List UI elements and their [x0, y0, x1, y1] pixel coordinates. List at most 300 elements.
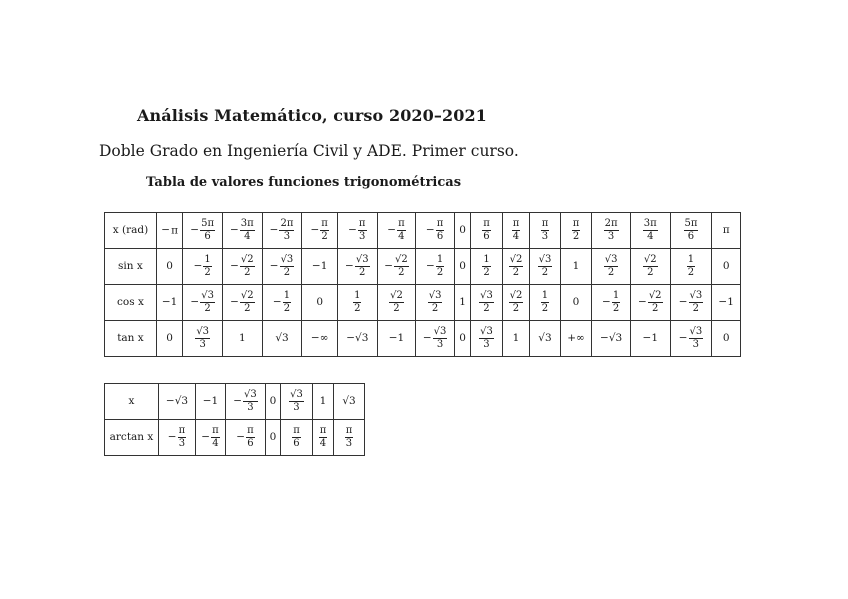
fraction — [479, 291, 494, 314]
minus-sign: − — [201, 431, 211, 444]
numerator: 3π — [643, 218, 657, 229]
numerator: 5π — [684, 218, 698, 229]
table-cell — [302, 285, 338, 321]
table-cell — [530, 213, 561, 249]
table-cell — [712, 285, 741, 321]
fraction — [684, 219, 699, 242]
numerator: 2π — [604, 218, 618, 229]
minus-sign: − — [230, 260, 239, 273]
cell-value: −∞ — [310, 332, 329, 345]
denominator: 2 — [512, 303, 520, 314]
table-cell — [560, 285, 592, 321]
minus-sign: − — [602, 296, 611, 309]
denominator: 4 — [212, 438, 219, 449]
numerator: π — [293, 425, 300, 436]
table-cell — [454, 321, 470, 357]
minus-sign: − — [272, 296, 282, 309]
table-cell — [630, 249, 670, 285]
numerator: 1 — [687, 254, 695, 265]
cell-value: √3 — [342, 395, 356, 408]
cell-value: −1 — [311, 260, 328, 273]
minus-sign: − — [678, 332, 688, 345]
table-cell — [266, 420, 281, 456]
numerator: √2 — [395, 254, 408, 265]
table-cell — [281, 384, 313, 420]
denominator: 6 — [436, 231, 444, 242]
numerator: √3 — [538, 254, 552, 265]
numerator: √3 — [689, 326, 703, 337]
denominator: 2 — [483, 267, 490, 278]
fraction — [358, 219, 367, 242]
table-cell — [630, 213, 670, 249]
fraction — [482, 219, 491, 242]
fraction — [541, 219, 550, 242]
numerator: 3π — [240, 218, 254, 229]
table-row — [105, 420, 365, 456]
numerator: 1 — [204, 254, 211, 265]
denominator: 6 — [293, 438, 300, 449]
denominator: 4 — [398, 231, 405, 242]
numerator: √2 — [240, 254, 254, 265]
table-cell — [502, 213, 529, 249]
fraction — [394, 255, 409, 278]
table-cell — [196, 384, 226, 420]
numerator: √3 — [244, 389, 257, 400]
table-cell — [262, 249, 302, 285]
minus-sign: − — [638, 296, 647, 309]
numerator: √3 — [290, 389, 303, 400]
minus-sign: − — [678, 296, 688, 309]
fraction — [345, 426, 354, 449]
table-cell — [670, 249, 712, 285]
numerator: √2 — [509, 290, 523, 301]
fraction — [283, 291, 291, 314]
cell-value: 0 — [459, 332, 466, 345]
minus-sign: − — [161, 224, 171, 237]
cell-value: 1 — [572, 260, 580, 273]
fraction — [240, 291, 255, 314]
fraction — [200, 219, 215, 242]
fraction — [436, 255, 444, 278]
minus-sign: − — [422, 332, 432, 345]
table-cell — [454, 213, 470, 249]
cell-value: 1 — [512, 332, 520, 345]
minus-sign: − — [348, 224, 357, 237]
table-cell — [313, 420, 334, 456]
fraction — [643, 219, 658, 242]
numerator: 1 — [612, 290, 620, 301]
minus-sign: − — [236, 431, 246, 444]
cell-value: −1 — [388, 332, 405, 345]
fraction — [538, 255, 553, 278]
fraction — [320, 219, 329, 242]
denominator: 2 — [436, 267, 444, 278]
fraction — [689, 291, 704, 314]
numerator: π — [512, 218, 520, 229]
numerator: 2π — [280, 218, 294, 229]
fraction — [541, 291, 549, 314]
numerator: 1 — [436, 254, 444, 265]
table-cell — [530, 249, 561, 285]
table-cell — [712, 321, 741, 357]
table-cell — [377, 249, 416, 285]
denominator: 2 — [687, 267, 695, 278]
table-cell — [183, 249, 223, 285]
fraction — [604, 219, 619, 242]
table-cell — [223, 249, 263, 285]
fraction — [389, 291, 404, 314]
denominator: 2 — [541, 267, 549, 278]
denominator: 2 — [572, 231, 580, 242]
fraction — [687, 255, 695, 278]
table-cell — [670, 213, 712, 249]
table-cell — [223, 321, 263, 357]
table-cell — [302, 321, 338, 357]
table-cell — [560, 213, 592, 249]
table-cell — [592, 285, 631, 321]
table-cell — [196, 420, 226, 456]
minus-sign: − — [345, 260, 354, 273]
fraction — [509, 291, 524, 314]
row-label: arctan x — [105, 420, 159, 456]
minus-sign: − — [269, 260, 279, 273]
numerator: 1 — [483, 254, 490, 265]
denominator: 3 — [483, 339, 490, 350]
table-cell — [416, 285, 455, 321]
table-cell — [223, 213, 263, 249]
row-label: cos x — [105, 285, 157, 321]
table-cell — [377, 321, 416, 357]
table-cell — [183, 321, 223, 357]
denominator: 2 — [483, 303, 490, 314]
table-cell — [159, 420, 196, 456]
denominator: 3 — [436, 339, 444, 350]
trig-values-table — [104, 212, 741, 357]
table-cell — [337, 321, 377, 357]
table-cell — [262, 321, 302, 357]
denominator: 3 — [178, 438, 186, 449]
table-cell — [337, 249, 377, 285]
table-cell — [337, 213, 377, 249]
fraction — [436, 219, 445, 242]
table-row — [105, 285, 741, 321]
numerator: √2 — [390, 290, 403, 301]
table-cell — [156, 285, 182, 321]
numerator: π — [541, 218, 549, 229]
table-cell — [334, 384, 365, 420]
table-cell — [313, 384, 334, 420]
numerator: √3 — [428, 290, 442, 301]
cell-value: 0 — [722, 260, 730, 273]
table-cell — [183, 285, 223, 321]
table-cell — [377, 213, 416, 249]
table-cell — [471, 321, 503, 357]
cell-value: 0 — [572, 296, 580, 309]
fraction — [689, 327, 704, 350]
numerator: √3 — [433, 326, 447, 337]
cell-value: π — [722, 224, 730, 237]
fraction — [211, 426, 220, 449]
table-cell — [502, 285, 529, 321]
denominator: 2 — [398, 267, 405, 278]
minus-sign: − — [167, 431, 177, 444]
table-cell — [416, 213, 455, 249]
table-cell — [377, 285, 416, 321]
fraction — [648, 291, 663, 314]
numerator: π — [358, 218, 366, 229]
table-cell — [226, 420, 266, 456]
denominator: 2 — [244, 267, 251, 278]
document-title: Análisis Matemático, curso 2020–2021 — [137, 106, 487, 125]
table-cell — [262, 285, 302, 321]
fraction — [479, 327, 494, 350]
denominator: 2 — [541, 303, 549, 314]
numerator: √3 — [201, 290, 214, 301]
table-cell — [454, 285, 470, 321]
table-cell — [630, 285, 670, 321]
fraction — [397, 219, 406, 242]
table-cell — [471, 285, 503, 321]
fraction — [572, 219, 581, 242]
fraction — [612, 291, 620, 314]
cell-value: −1 — [642, 332, 659, 345]
fraction — [509, 255, 524, 278]
table-cell — [560, 249, 592, 285]
cell-value: −√3 — [346, 332, 369, 345]
table-cell — [560, 321, 592, 357]
numerator: √2 — [240, 290, 254, 301]
cell-value: −√3 — [165, 395, 189, 408]
cell-value: +∞ — [567, 332, 585, 345]
denominator: 4 — [512, 231, 520, 242]
fraction — [203, 255, 211, 278]
numerator: √3 — [689, 290, 703, 301]
table-cell — [183, 213, 223, 249]
denominator: 6 — [483, 231, 490, 242]
numerator: π — [398, 218, 405, 229]
denominator: 3 — [692, 339, 700, 350]
denominator: 3 — [293, 402, 300, 413]
minus-sign: − — [230, 296, 239, 309]
denominator: 2 — [354, 303, 361, 314]
denominator: 6 — [204, 231, 211, 242]
table-cell — [592, 213, 631, 249]
cell-value: −√3 — [600, 332, 623, 345]
cell-value: 0 — [722, 332, 730, 345]
numerator: 1 — [283, 290, 291, 301]
denominator: 2 — [283, 303, 291, 314]
numerator: π — [572, 218, 580, 229]
minus-sign: − — [387, 224, 397, 237]
numerator: π — [345, 425, 353, 436]
table-cell — [156, 213, 182, 249]
fraction — [243, 390, 258, 413]
numerator: √3 — [196, 326, 210, 337]
cell-value: 0 — [459, 260, 466, 273]
denominator: 4 — [244, 231, 251, 242]
cell-value: √3 — [275, 332, 289, 345]
table-cell — [471, 213, 503, 249]
denominator: 3 — [359, 231, 366, 242]
minus-sign: − — [310, 224, 320, 237]
document-subtitle: Doble Grado en Ingeniería Civil y ADE. Primer curso. — [99, 142, 519, 160]
arctan-values-table — [104, 383, 365, 456]
numerator: √3 — [480, 290, 493, 301]
numerator: √3 — [480, 326, 493, 337]
denominator: 3 — [345, 438, 353, 449]
table-cell — [592, 321, 631, 357]
fraction — [604, 255, 619, 278]
numerator: √3 — [280, 254, 294, 265]
denominator: 6 — [247, 438, 254, 449]
table-cell — [454, 249, 470, 285]
table-row — [105, 384, 365, 420]
fraction — [240, 255, 255, 278]
table-cell — [530, 321, 561, 357]
denominator: 2 — [431, 303, 439, 314]
denominator: 2 — [204, 267, 211, 278]
numerator: √3 — [355, 254, 369, 265]
fraction — [240, 219, 255, 242]
table-row — [105, 321, 741, 357]
table-cell — [226, 384, 266, 420]
denominator: 2 — [647, 267, 654, 278]
table-title: Tabla de valores funciones trigonométricas — [146, 175, 462, 190]
denominator: 2 — [204, 303, 211, 314]
fraction — [178, 426, 187, 449]
cell-value: 1 — [239, 332, 246, 345]
cell-value: −1 — [718, 296, 734, 309]
minus-sign: − — [269, 224, 279, 237]
minus-sign: − — [425, 224, 435, 237]
numerator: √3 — [604, 254, 618, 265]
cell-value: 0 — [459, 224, 466, 237]
table-cell — [416, 321, 455, 357]
table-cell — [502, 321, 529, 357]
fraction — [279, 219, 294, 242]
denominator: 2 — [283, 267, 291, 278]
fraction — [292, 426, 301, 449]
table-cell — [156, 249, 182, 285]
table-cell — [502, 249, 529, 285]
minus-sign: − — [426, 260, 435, 273]
table-cell — [712, 213, 741, 249]
minus-sign: − — [190, 296, 200, 309]
minus-sign: − — [233, 395, 243, 408]
denominator: 6 — [687, 231, 695, 242]
table-cell — [334, 420, 365, 456]
cell-value: 0 — [269, 395, 277, 408]
denominator: 2 — [612, 303, 620, 314]
table-cell — [337, 285, 377, 321]
numerator: π — [321, 218, 328, 229]
numerator: 1 — [541, 290, 549, 301]
denominator: 2 — [393, 303, 400, 314]
table-cell — [670, 285, 712, 321]
numerator: π — [319, 425, 327, 436]
table-cell — [530, 285, 561, 321]
row-label: x (rad) — [105, 213, 157, 249]
row-label: tan x — [105, 321, 157, 357]
row-label: x — [105, 384, 159, 420]
cell-value: 0 — [316, 296, 323, 309]
fraction — [200, 291, 215, 314]
denominator: 2 — [321, 231, 328, 242]
table-row — [105, 213, 741, 249]
denominator: 2 — [244, 303, 251, 314]
numerator: √2 — [643, 254, 657, 265]
numerator: √2 — [648, 290, 662, 301]
table-cell — [281, 420, 313, 456]
cell-value: 1 — [319, 395, 327, 408]
fraction — [246, 426, 255, 449]
denominator: 3 — [247, 402, 254, 413]
fraction — [433, 327, 448, 350]
denominator: 4 — [647, 231, 654, 242]
denominator: 2 — [512, 267, 520, 278]
table-cell — [302, 213, 338, 249]
fraction — [280, 255, 295, 278]
row-label: sin x — [105, 249, 157, 285]
fraction — [643, 255, 658, 278]
cell-value: −1 — [161, 296, 178, 309]
table-cell — [156, 321, 182, 357]
table-cell — [262, 213, 302, 249]
fraction — [482, 255, 490, 278]
fraction — [355, 255, 370, 278]
numerator: 5π — [201, 218, 215, 229]
numerator: 1 — [354, 290, 361, 301]
denominator: 3 — [283, 231, 291, 242]
cell-value: 0 — [269, 431, 277, 444]
denominator: 3 — [607, 231, 615, 242]
cell-value: −1 — [202, 395, 219, 408]
numerator: π — [247, 425, 254, 436]
numerator: π — [212, 425, 219, 436]
table-row — [105, 249, 741, 285]
numerator: √2 — [509, 254, 523, 265]
denominator: 2 — [651, 303, 659, 314]
table-cell — [159, 384, 196, 420]
denominator: 4 — [319, 438, 327, 449]
cell-value: 1 — [459, 296, 466, 309]
minus-sign: − — [384, 260, 393, 273]
table-cell — [266, 384, 281, 420]
fraction — [428, 291, 443, 314]
denominator: 3 — [541, 231, 549, 242]
fraction — [195, 327, 210, 350]
minus-sign: − — [190, 224, 200, 237]
fraction — [353, 291, 361, 314]
numerator: π — [436, 218, 444, 229]
denominator: 2 — [607, 267, 615, 278]
denominator: 2 — [359, 267, 366, 278]
table-cell — [416, 249, 455, 285]
table-cell — [592, 249, 631, 285]
denominator: 2 — [692, 303, 700, 314]
cell-value: 0 — [166, 332, 173, 345]
table-cell — [223, 285, 263, 321]
numerator: π — [178, 425, 186, 436]
table-cell — [302, 249, 338, 285]
cell-value: √3 — [538, 332, 552, 345]
table-cell — [670, 321, 712, 357]
fraction — [512, 219, 521, 242]
table-cell — [471, 249, 503, 285]
fraction — [289, 390, 304, 413]
fraction — [319, 426, 328, 449]
cell-value: π — [171, 224, 178, 237]
